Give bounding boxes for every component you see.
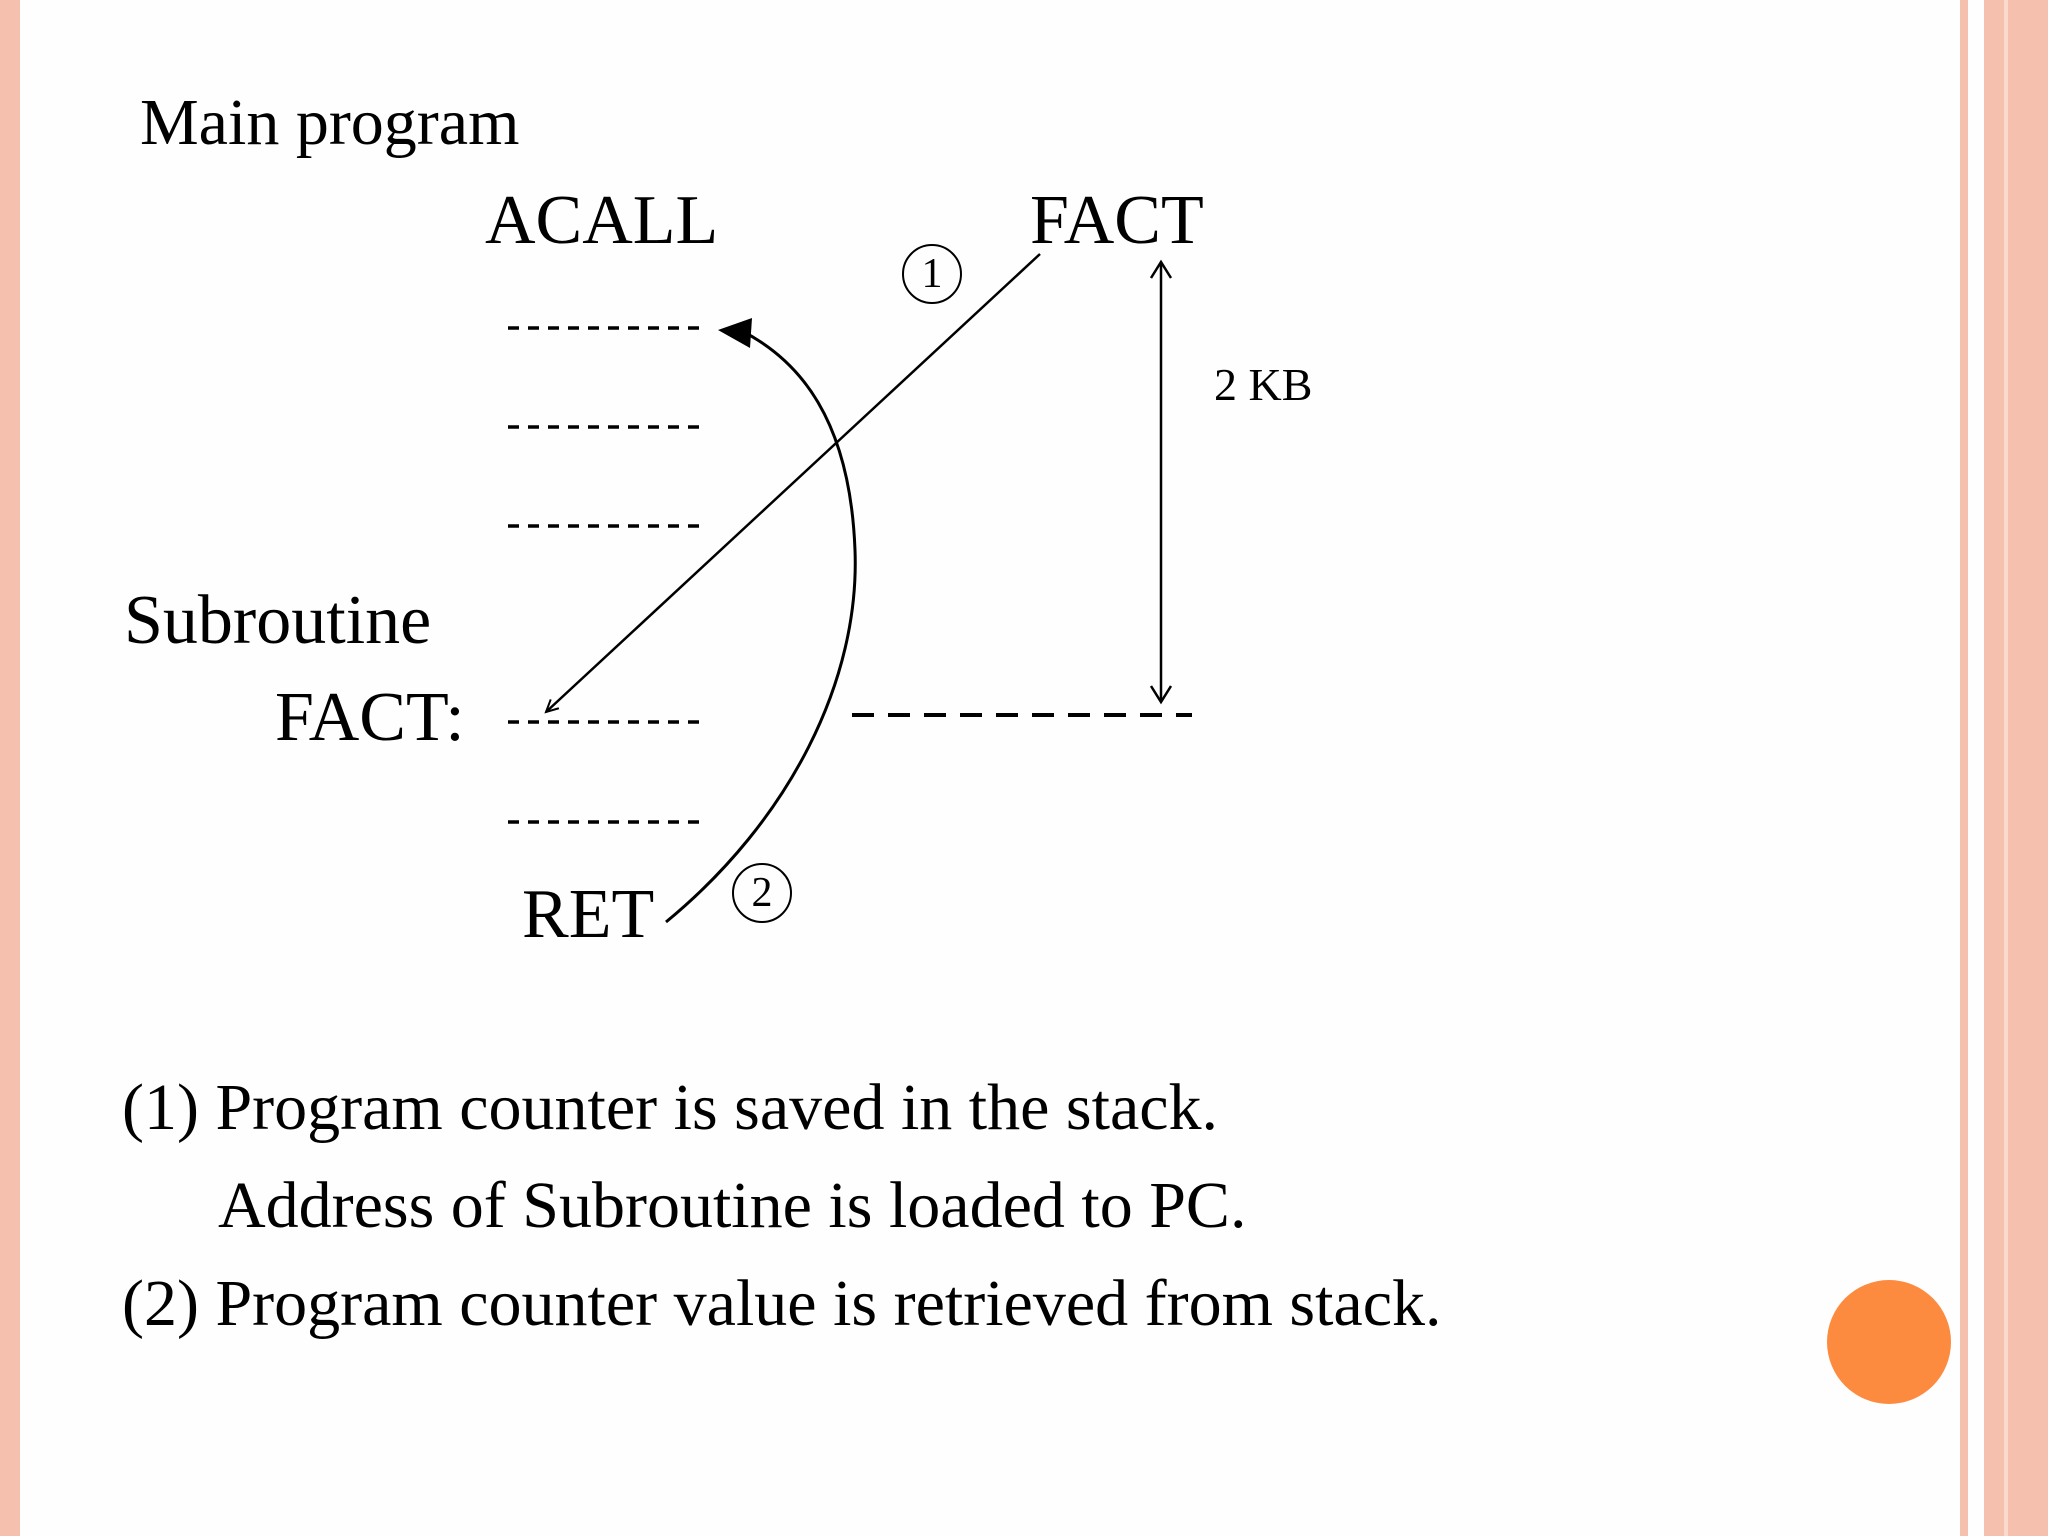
code-placeholder-lines xyxy=(508,328,706,822)
step-1-marker: 1 xyxy=(902,244,962,304)
return-arrow-head xyxy=(718,318,752,348)
fact-entry-label: FACT: xyxy=(275,679,465,756)
step-2-marker: 2 xyxy=(732,863,792,923)
note-step-1: (1) Program counter is saved in the stack. xyxy=(122,1071,1219,1144)
note-step-2: (2) Program counter value is retrieved from stack. xyxy=(122,1267,1442,1340)
return-arrow xyxy=(666,330,855,922)
range-label: 2 KB xyxy=(1214,359,1313,410)
ret-label: RET xyxy=(522,876,655,953)
fact-target-label: FACT xyxy=(1030,182,1204,259)
accent-dot xyxy=(1827,1280,1951,1404)
subroutine-label: Subroutine xyxy=(124,582,432,659)
note-step-1-continued: Address of Subroutine is loaded to PC. xyxy=(218,1169,1247,1242)
call-arrow xyxy=(546,254,1040,712)
main-program-label: Main program xyxy=(140,86,520,159)
acall-label: ACALL xyxy=(485,182,719,259)
